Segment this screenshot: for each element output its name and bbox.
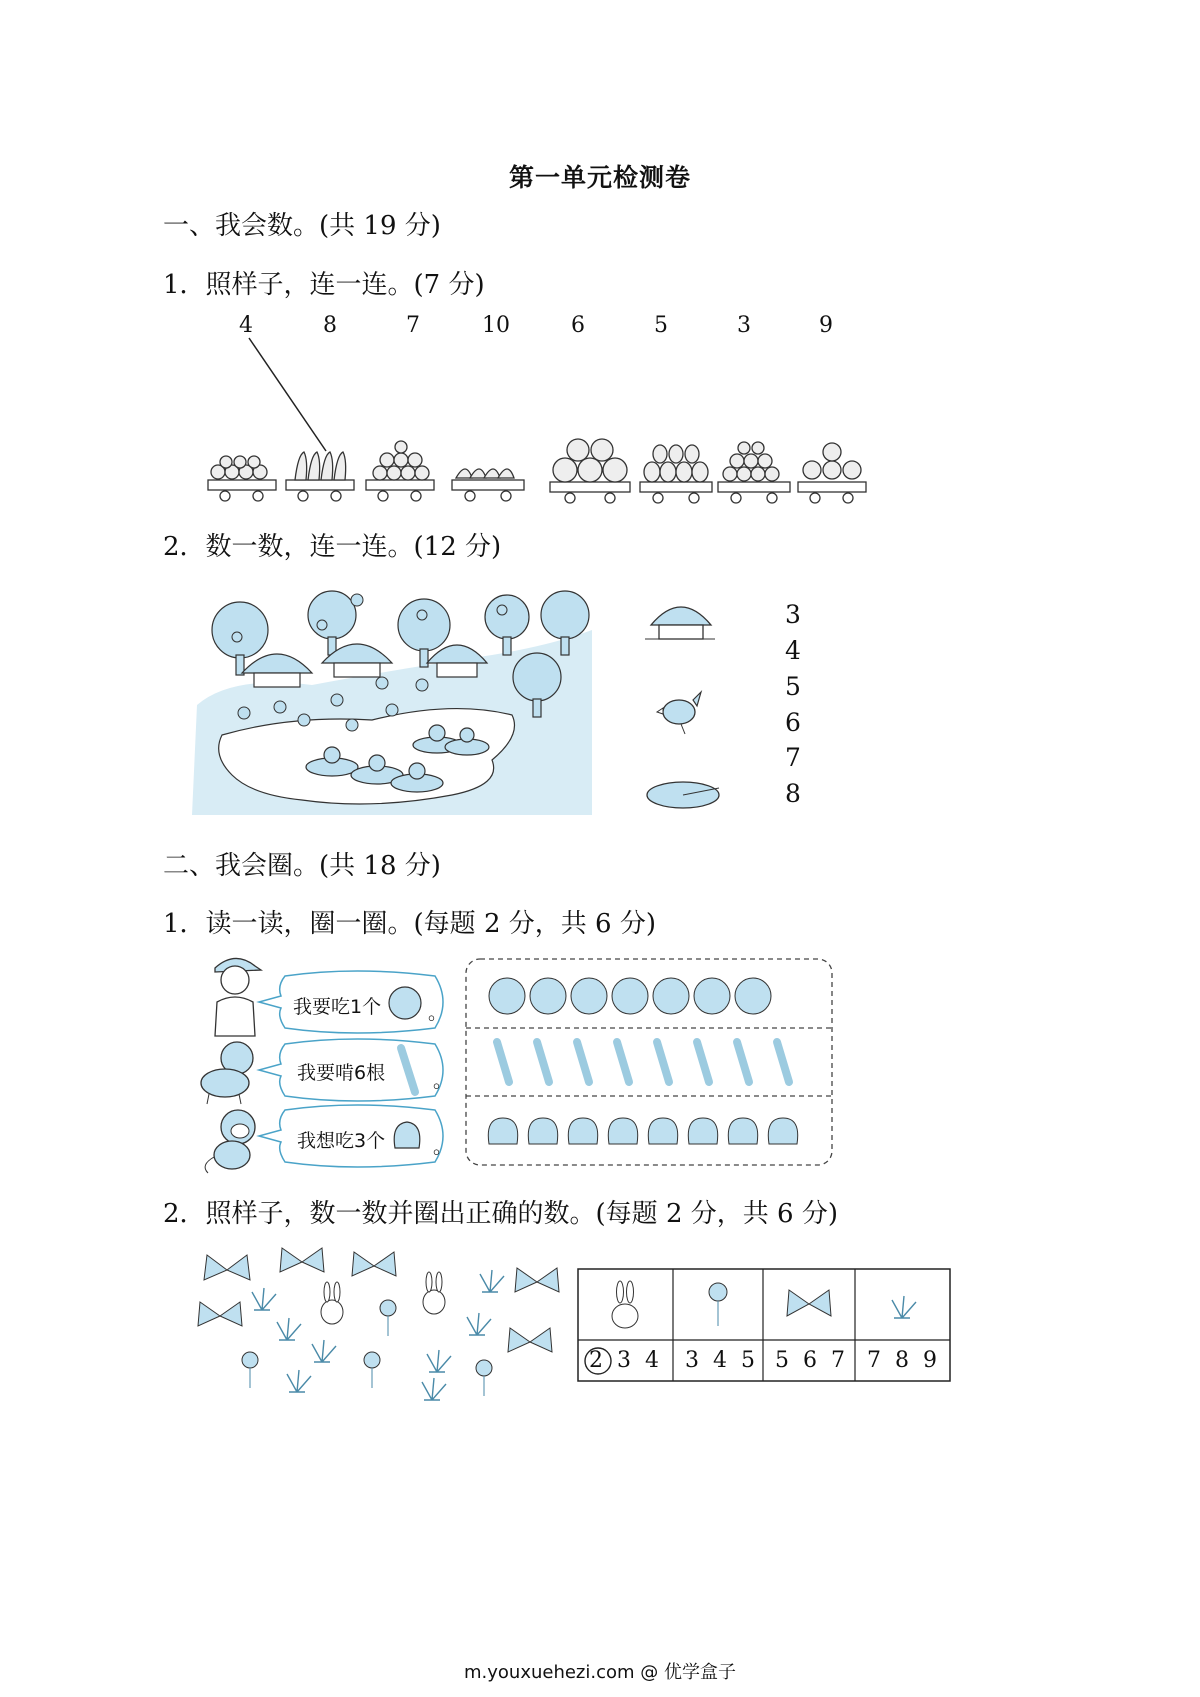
bubble-text: 我想吃3个 [297, 1130, 386, 1152]
table-count-option[interactable]: 4 [713, 1348, 727, 1373]
page-title: 第一单元检测卷 [508, 163, 691, 192]
bubble-text: 我要啃6根 [297, 1062, 386, 1084]
apple-icon[interactable] [612, 978, 648, 1014]
circling-box [465, 958, 835, 1168]
peach-icon[interactable] [608, 1118, 637, 1144]
butterfly-icon [198, 1302, 242, 1326]
peach-icon[interactable] [528, 1118, 557, 1144]
apple-icon[interactable] [571, 978, 607, 1014]
grass-icon [467, 1313, 491, 1335]
bone-icon[interactable] [617, 1042, 629, 1082]
peach-icon[interactable] [768, 1118, 797, 1144]
cart-icon[interactable] [366, 441, 434, 501]
table-count-option[interactable]: 2 [589, 1348, 603, 1373]
count-option[interactable]: 7 [785, 743, 801, 772]
butterfly-icon [352, 1252, 396, 1276]
table-count-option[interactable]: 5 [775, 1348, 789, 1373]
mushroom-house-icon [242, 654, 312, 687]
rabbit-icon [321, 1282, 343, 1324]
butterfly-icon [508, 1328, 552, 1352]
number-label[interactable]: 10 [482, 313, 510, 338]
table-count-option[interactable]: 3 [685, 1348, 699, 1373]
number-label[interactable]: 8 [323, 313, 337, 338]
bone-icon[interactable] [537, 1042, 549, 1082]
cart-icon[interactable] [718, 442, 790, 503]
apple-icon [389, 987, 421, 1019]
number-label[interactable]: 6 [571, 313, 585, 338]
cart-icon[interactable] [798, 443, 866, 503]
apple-icon[interactable] [653, 978, 689, 1014]
apple-icon[interactable] [694, 978, 730, 1014]
apple-icon[interactable] [489, 978, 525, 1014]
peach-icon[interactable] [568, 1118, 597, 1144]
question-2-2-label: 2．照样子，数一数并圈出正确的数。(每题 2 分，共 6 分) [163, 1199, 838, 1229]
butterfly-icon [204, 1255, 250, 1280]
number-label[interactable]: 7 [406, 313, 420, 338]
peach-icon [394, 1122, 420, 1148]
fruit-carts [200, 430, 880, 510]
table-count-option[interactable]: 6 [803, 1348, 817, 1373]
mixed-objects-illustration [192, 1240, 572, 1410]
table-count-option[interactable]: 3 [617, 1348, 631, 1373]
bubble-end: 。 [433, 1070, 453, 1092]
number-label[interactable]: 5 [654, 313, 668, 338]
count-option[interactable]: 5 [785, 672, 801, 701]
bone-icon[interactable] [777, 1042, 789, 1082]
grass-icon [287, 1370, 311, 1392]
bone-icon[interactable] [577, 1042, 589, 1082]
table-count-option[interactable]: 9 [923, 1348, 937, 1373]
peach-icon[interactable] [488, 1118, 517, 1144]
grass-icon [312, 1340, 336, 1362]
tree-icon [485, 595, 529, 655]
peach-icon[interactable] [728, 1118, 757, 1144]
question-1-2-label: 2．数一数，连一连。(12 分) [163, 532, 502, 562]
bird-icon[interactable] [655, 690, 705, 738]
peach-icon[interactable] [688, 1118, 717, 1144]
section1-heading: 一、我会数。(共 19 分) [163, 211, 441, 241]
question-2-1-label: 1．读一读，圈一圈。(每题 2 分，共 6 分) [163, 909, 656, 939]
bone-icon[interactable] [657, 1042, 669, 1082]
bone-icon[interactable] [497, 1042, 509, 1082]
grass-icon [480, 1270, 504, 1292]
bone-icon[interactable] [697, 1042, 709, 1082]
butterfly-icon [515, 1268, 559, 1292]
lily-pad-icon[interactable] [643, 778, 727, 812]
bone-row[interactable] [497, 1042, 789, 1082]
pond-scene-illustration [192, 585, 602, 825]
butterfly-icon [280, 1248, 324, 1272]
peach-row[interactable] [488, 1118, 797, 1144]
question-1-1-label: 1．照样子，连一连。(7 分) [163, 270, 485, 300]
cart-icon[interactable] [286, 452, 354, 501]
count-option[interactable]: 8 [785, 779, 801, 808]
apple-icon[interactable] [530, 978, 566, 1014]
cart-icon[interactable] [550, 439, 630, 503]
grass-icon [252, 1288, 276, 1310]
table-count-option[interactable]: 7 [867, 1348, 881, 1373]
table-count-option[interactable]: 7 [831, 1348, 845, 1373]
table-count-option[interactable]: 8 [895, 1348, 909, 1373]
rose-icon [242, 1352, 258, 1388]
table-count-option[interactable]: 4 [645, 1348, 659, 1373]
bone-icon[interactable] [737, 1042, 749, 1082]
rose-icon [364, 1352, 380, 1388]
number-label[interactable]: 4 [239, 313, 253, 338]
number-label[interactable]: 9 [819, 313, 833, 338]
section2-heading: 二、我会圈。(共 18 分) [163, 851, 441, 881]
cart-icon[interactable] [452, 469, 524, 501]
footer-watermark: m.youxuehezi.com @ 优学盒子 [463, 1662, 736, 1683]
count-option[interactable]: 4 [785, 636, 801, 665]
rose-icon [380, 1300, 396, 1336]
grass-icon [277, 1318, 301, 1340]
count-option[interactable]: 3 [785, 600, 801, 629]
mushroom-house-icon[interactable] [645, 595, 725, 645]
apple-icon[interactable] [735, 978, 771, 1014]
number-label[interactable]: 3 [737, 313, 751, 338]
cart-icon[interactable] [640, 445, 712, 503]
bubble-end: 。 [433, 1136, 453, 1158]
apple-row[interactable] [489, 978, 771, 1014]
grass-icon [422, 1378, 446, 1400]
peach-icon[interactable] [648, 1118, 677, 1144]
cart-icon[interactable] [208, 456, 276, 501]
grass-icon [427, 1350, 451, 1372]
rose-icon [476, 1360, 492, 1396]
bubble-end: 。 [428, 1002, 448, 1024]
rabbit-icon [423, 1272, 445, 1314]
count-option[interactable]: 6 [785, 708, 801, 737]
table-count-option[interactable]: 5 [741, 1348, 755, 1373]
bubble-text: 我要吃1个 [293, 996, 382, 1018]
